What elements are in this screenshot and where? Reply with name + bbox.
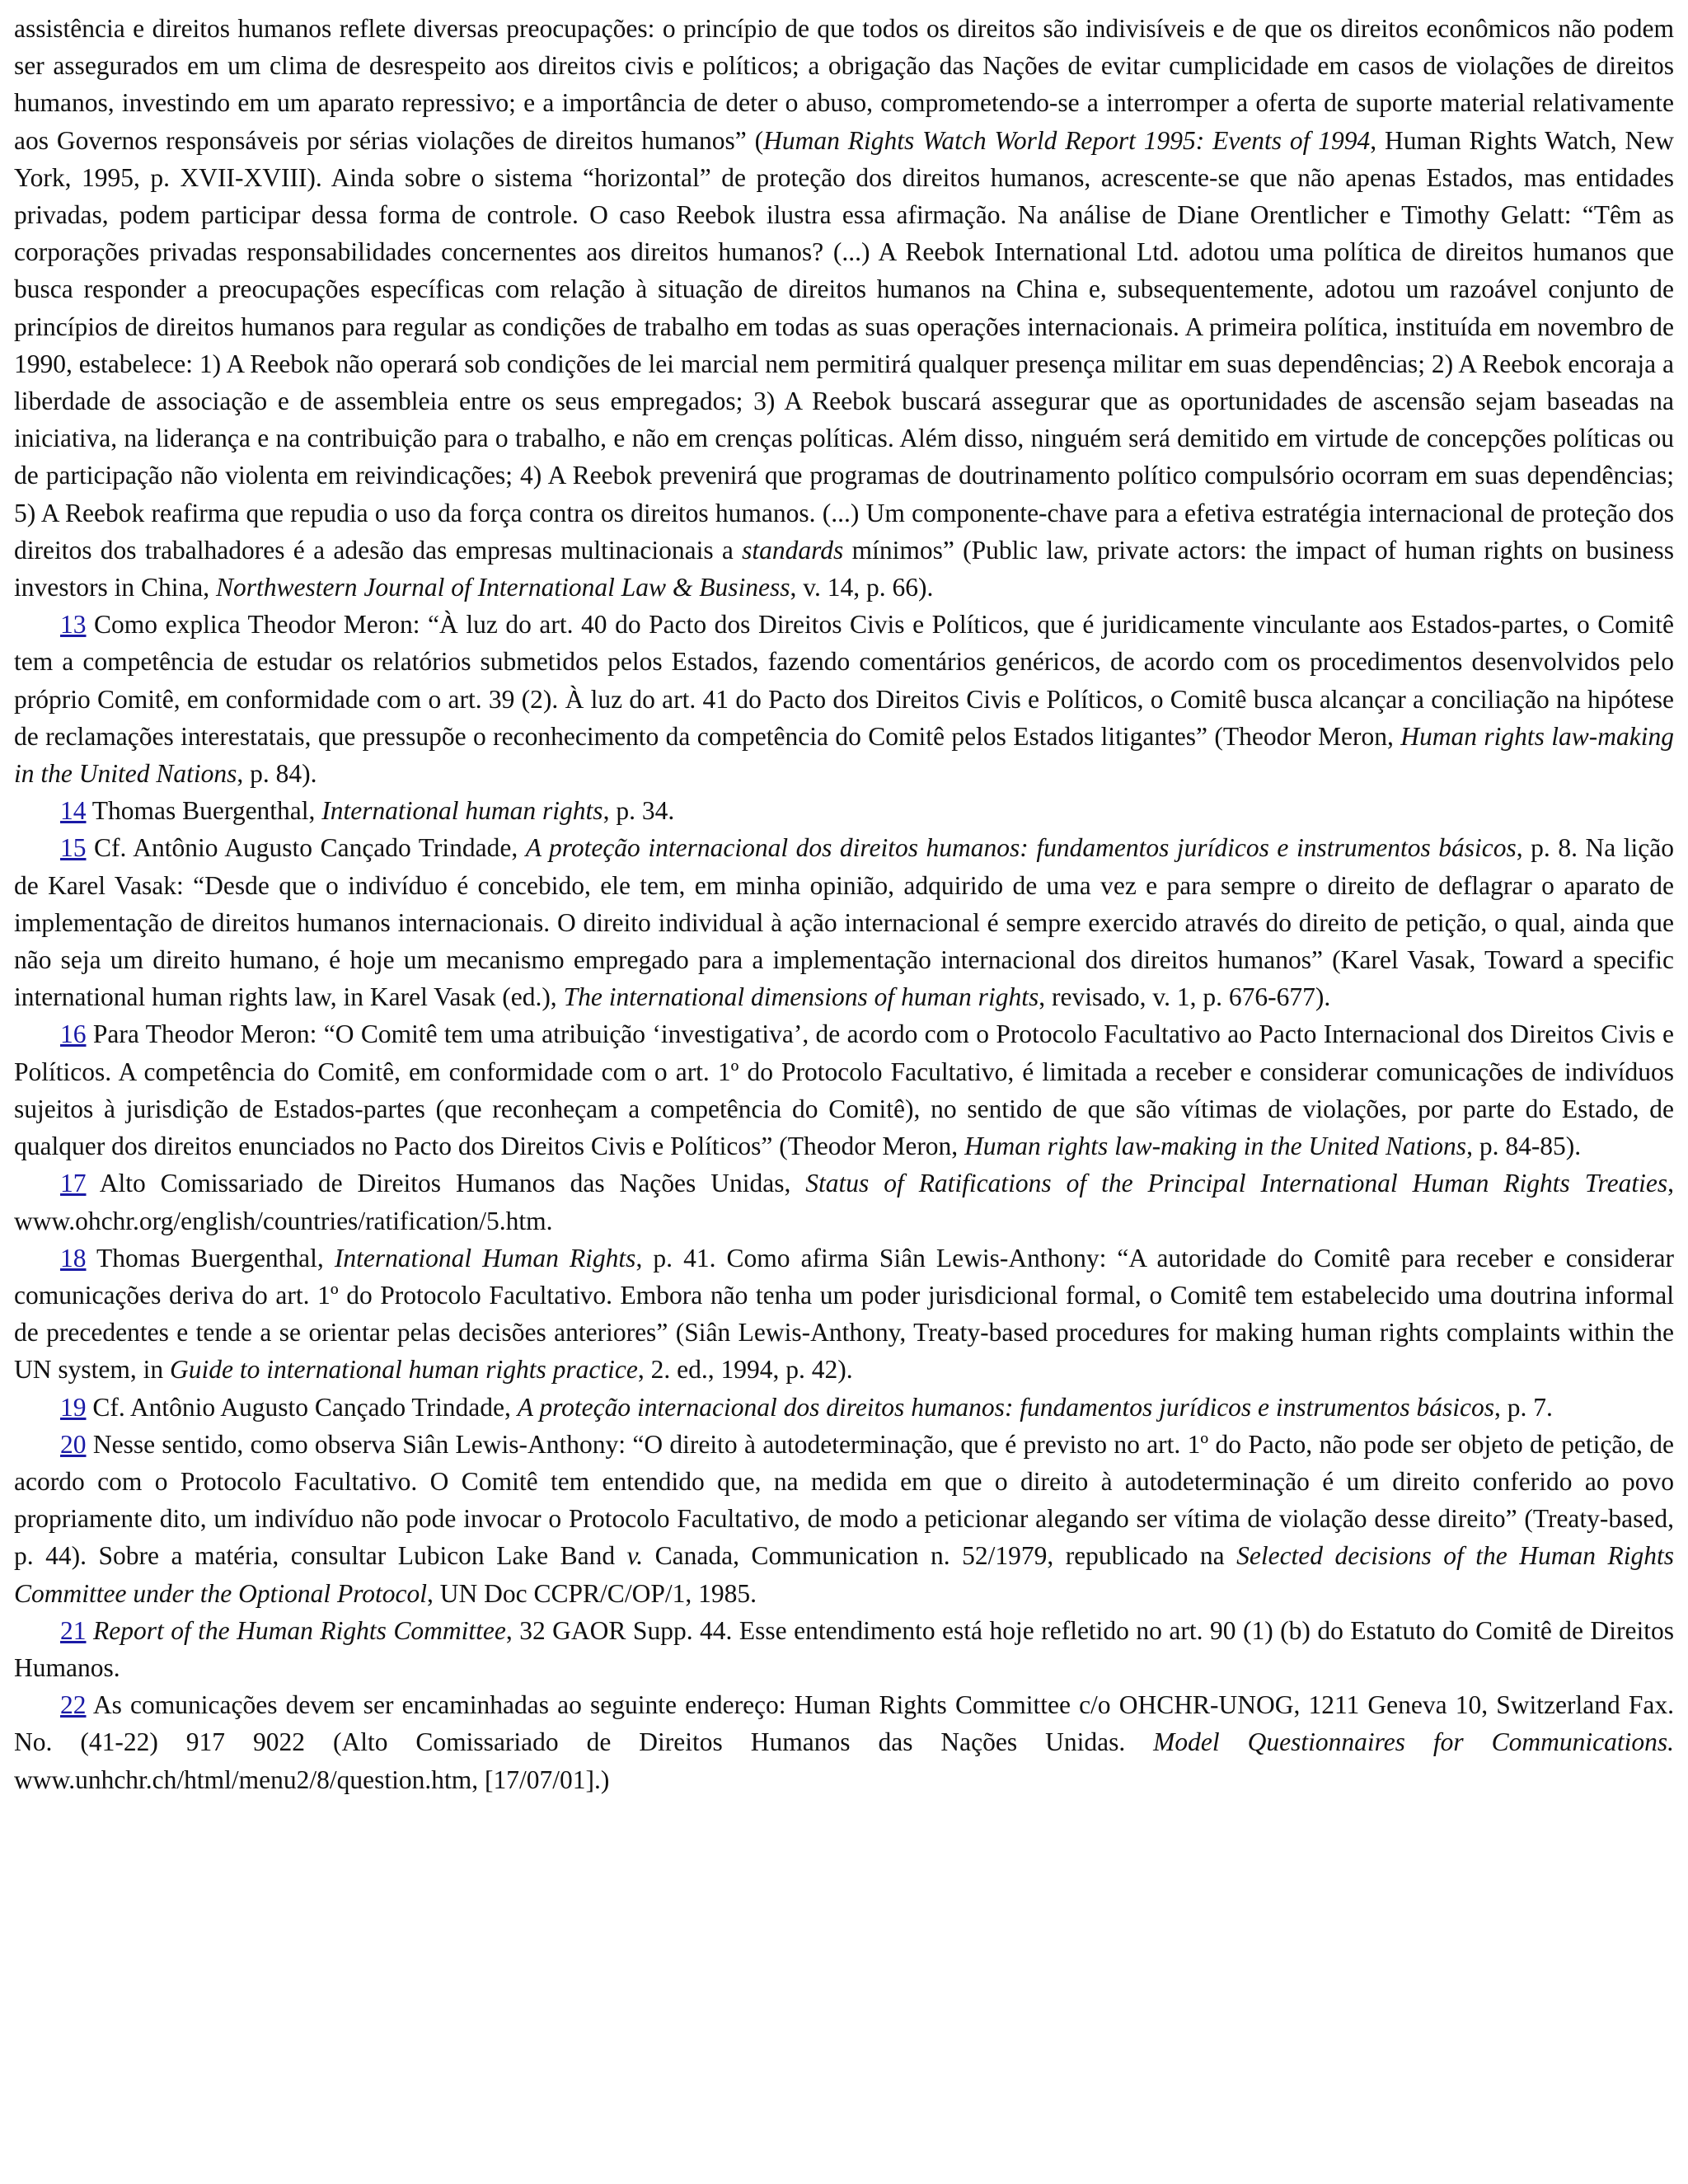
footnote-number-link[interactable]: 18 [60, 1243, 87, 1272]
footnote-text: Alto Comissariado de Direitos Humanos das Nações Unidas, [86, 1169, 806, 1198]
footnote-18 [14, 1240, 1674, 1389]
footnote-text: Canada, Communication n. 52/1979, republicado na [643, 1541, 1237, 1571]
italic-citation: Northwestern Journal of International Law & Business [216, 573, 790, 602]
footnote-text: Como explica Theodor Meron: “À luz do art. 40 do Pacto dos Direitos Civis e Políticos, que é juridicamente vinculante aos Estados-partes, o Comitê tem a competência de estudar os relatórios submetidos pelos Estados, fazendo comentários genéricos, de acordo com os procedimentos desenvolvidos pelo próprio Comitê, em conformidade com o art. 39 (2). À luz do art. 41 do Pacto dos Direitos Civis e Políticos, o Comitê busca alcançar a conciliação na hipótese de reclamações interestatais, que pressupõe o reconhecimento da competência do Comitê pelos Estados litigantes” (Theodor Meron, [14, 610, 1674, 751]
italic-citation: Human rights law-making in the United Nations [964, 1132, 1467, 1161]
footnotes-page [14, 10, 1674, 1798]
italic-citation: v. [626, 1541, 644, 1571]
footnote-text: , UN Doc CCPR/C/OP/1, 1985. [427, 1578, 757, 1608]
footnote-15 [14, 829, 1674, 1015]
footnote-text: Thomas Buergenthal, [86, 1243, 335, 1272]
italic-citation: International human rights [321, 796, 603, 826]
footnote-16 [14, 1015, 1674, 1165]
footnote-text: As comunicações devem ser encaminhadas ao seguinte endereço: Human Rights Committee c/o OHCHR-UNOG, 1211 Geneva 10, Switzerland Fax. No. (41-22) 917 9022 (Alto Comissariado de Direitos Humanos das Nações Unidas. [14, 1690, 1674, 1757]
footnote-text: , p. 7. [1494, 1392, 1553, 1422]
footnote-number-link[interactable]: 20 [60, 1429, 87, 1459]
footnote-text: , p. 34. [603, 796, 675, 826]
italic-citation: Guide to international human rights practice [170, 1355, 638, 1385]
footnote-text: Para Theodor Meron: “O Comitê tem uma atribuição ‘investigativa’, de acordo com o Protocolo Facultativo ao Pacto Internacional dos Direitos Civis e Políticos. A competência do Comitê, em conformidade com o art. 1º do Protocolo Facultativo, é limitada a receber e considerar comunicações de indivíduos sujeitos à jurisdição de Estados-partes (que reconheçam a competência do Comitê), no sentido de que são vítimas de violações, por parte do Estado, de qualquer dos direitos enunciados no Pacto dos Direitos Civis e Políticos” (Theodor Meron, [14, 1019, 1674, 1161]
footnote-text: Cf. Antônio Augusto Cançado Trindade, [86, 1392, 518, 1422]
footnote-number-link[interactable]: 22 [60, 1690, 87, 1720]
footnote-number-link[interactable]: 15 [60, 833, 87, 863]
footnote-number-link[interactable]: 17 [60, 1169, 87, 1198]
footnote-text: assistência e direitos humanos reflete diversas preocupações: o princípio de que todos os direitos são indivisíveis e de que os direitos econômicos não podem ser assegurados em um clima de desrespeito aos direitos civis e políticos; a obrigação das Nações de evitar cumplicidade em casos de violações de direitos humanos, investindo em um aparato repressivo; e a importância de deter o abuso, comprometendo-se a interromper a oferta de suporte material relativamente aos Governos responsáveis por sérias violações de direitos humanos” ( [14, 14, 1674, 155]
footnote-text: , p. 8. Na lição de Karel Vasak: “Desde que o indivíduo é concebido, ele tem, em minha opinião, adquirido de uma vez e para sempre o direito de deflagrar o aparato de implementação de direitos humanos internacionais. O direito individual à ação internacional é sempre exercido através do direito de petição, o qual, ainda que não seja um direito humano, é hoje um mecanismo empregado para a implementação internacional dos direitos humanos” (Karel Vasak, Toward a specific international human rights law, in Karel Vasak (ed.), [14, 833, 1674, 1012]
italic-citation: The international dimensions of human rights [563, 982, 1039, 1012]
italic-citation: Human rights law-making in the United Nations [14, 721, 1674, 789]
footnote-text: , revisado, v. 1, p. 676-677). [1039, 982, 1331, 1012]
footnote-text: , www.ohchr.org/english/countries/ratification/5.htm. [14, 1169, 1674, 1235]
footnote-text: , p. 84-85). [1466, 1132, 1582, 1161]
footnote-number-link[interactable]: 14 [60, 796, 87, 826]
italic-citation: Human Rights Watch World Report 1995: Events of 1994 [763, 125, 1371, 155]
footnote-list [14, 606, 1674, 1798]
italic-citation: Report of the Human Rights Committee [92, 1615, 506, 1645]
footnote-text: Thomas Buergenthal, [86, 796, 322, 826]
footnote-17 [14, 1165, 1674, 1239]
italic-citation: International Human Rights [334, 1243, 636, 1272]
footnote-text: , p. 41. Como afirma Siân Lewis-Anthony: “A autoridade do Comitê para receber e considerar comunicações deriva do art. 1º do Protocolo Facultativo. Embora não tenha um poder jurisdicional formal, o Comitê tem estabelecido uma doutrina informal de precedentes e tende a se orientar pelas decisões anteriores” (Siân Lewis-Anthony, Treaty-based procedures for making human rights complaints within the UN system, in [14, 1243, 1674, 1385]
footnote-21 [14, 1612, 1674, 1686]
footnote-text: mínimos” (Public law, private actors: the impact of human rights on business investors in China, [14, 535, 1674, 602]
footnote-text: , 2. ed., 1994, p. 42). [637, 1355, 853, 1385]
footnote-13 [14, 606, 1674, 792]
footnote-text: , p. 84). [237, 759, 317, 789]
footnote-text: Nesse sentido, como observa Siân Lewis-Anthony: “O direito à autodeterminação, que é previsto no art. 1º do Pacto, não pode ser objeto de petição, de acordo com o Protocolo Facultativo. O Comitê tem entendido que, na medida em que o direito à autodeterminação é um direito conferido ao povo propriamente dito, um indivíduo não pode invocar o Protocolo Facultativo, de modo a peticionar alegando ser vítima de violação desse direito” (Treaty-based, p. 44). Sobre a matéria, consultar Lubicon Lake Band [14, 1429, 1674, 1571]
footnote-text [87, 1616, 93, 1645]
italic-citation: standards [742, 535, 844, 565]
footnote-text: , Human Rights Watch, New York, 1995, p. XVII-XVIII). Ainda sobre o sistema “horizontal” de proteção dos direitos humanos, acrescente-se que não apenas Estados, mas entidades privadas, podem participar dessa forma de controle. O caso Reebok ilustra essa afirmação. Na análise de Diane Orentlicher e Timothy Gelatt: “Têm as corporações privadas responsabilidades concernentes aos direitos humanos? (...) A Reebok International Ltd. adotou uma política de direitos humanos que busca responder a preocupações específicas com relação à situação de direitos humanos na China e, subsequentemente, adotou um razoável conjunto de princípios de direitos humanos para regular as condições de trabalho em todas as suas operações internacionais. A primeira política, instituída em novembro de 1990, estabelece: 1) A Reebok não operará sob condições de lei marcial nem permitirá qualquer presença militar em suas dependências; 2) A Reebok encoraja a liberdade de associação e de assembleia entre os seus empregados; 3) A Reebok buscará assegurar que as oportunidades de ascensão sejam baseadas na iniciativa, na liderança e na contribuição para o trabalho, e não em crenças políticas. Além disso, ninguém será demitido em virtude de concepções políticas ou de participação não violenta em reivindicações; 4) A Reebok prevenirá que programas de doutrinamento político compulsório ocorram em suas dependências; 5) A Reebok reafirma que repudia o uso da força contra os direitos humanos. (...) Um componente-chave para a efetiva estratégia internacional de proteção dos direitos dos trabalhadores é a adesão das empresas multinacionais a [14, 125, 1674, 565]
footnote-text: Cf. Antônio Augusto Cançado Trindade, [86, 833, 526, 863]
footnote-number-link[interactable]: 19 [60, 1392, 87, 1422]
italic-citation: Model Questionnaires for Communications. [1153, 1727, 1675, 1757]
italic-citation: A proteção internacional dos direitos humanos: fundamentos jurídicos e instrumentos básicos [517, 1392, 1495, 1422]
italic-citation: Selected decisions of the Human Rights Committee under the Optional Protocol [14, 1541, 1674, 1608]
footnote-20 [14, 1426, 1674, 1612]
footnote-text: , 32 GAOR Supp. 44. Esse entendimento está hoje refletido no art. 90 (1) (b) do Estatuto do Comitê de Direitos Humanos. [14, 1615, 1674, 1682]
footnote-text: www.unhchr.ch/html/menu2/8/question.htm, [17/07/01].) [14, 1765, 610, 1794]
footnote-continuation [14, 10, 1674, 606]
footnote-number-link[interactable]: 16 [60, 1019, 87, 1049]
footnote-19 [14, 1389, 1674, 1426]
footnote-22 [14, 1686, 1674, 1798]
italic-citation: A proteção internacional dos direitos humanos: fundamentos jurídicos e instrumentos básicos [525, 833, 1517, 863]
footnote-14 [14, 792, 1674, 829]
italic-citation: Status of Ratifications of the Principal International Human Rights Treaties [805, 1169, 1668, 1198]
footnote-number-link[interactable]: 21 [60, 1615, 87, 1645]
footnote-number-link[interactable]: 13 [60, 610, 87, 640]
footnote-text: , v. 14, p. 66). [790, 573, 934, 602]
